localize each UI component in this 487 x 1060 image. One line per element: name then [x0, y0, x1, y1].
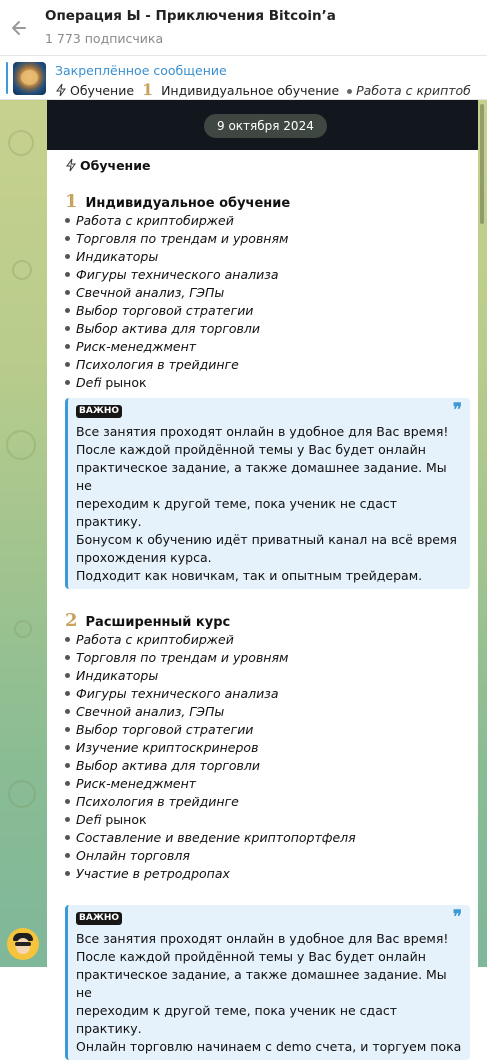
bullet-dot — [65, 727, 70, 732]
important-badge: ВАЖНО — [76, 405, 122, 418]
bullet-dot — [65, 344, 70, 349]
list-item — [65, 356, 469, 374]
list-item — [65, 284, 469, 302]
pinned-indicator — [6, 62, 8, 94]
quote-mark-icon: ❞ — [452, 400, 462, 420]
list-item-text: Онлайн торговля — [76, 848, 190, 863]
channel-title[interactable]: Операция Ы - Приключения Bitcoin’a — [45, 8, 336, 24]
quote-line: практическое задание, а также домашнее задание. Мы не — [76, 460, 447, 493]
bullet-dot — [65, 655, 70, 660]
section-heading-2 — [65, 611, 469, 631]
list-item-text: Выбор актива для торговли — [76, 321, 261, 336]
chat-header — [0, 0, 487, 56]
bullet-dot — [65, 871, 70, 876]
defi-text: Defi — [76, 375, 102, 390]
list-item-text: Свечной анализ, ГЭПы — [76, 704, 225, 719]
bullet-dot — [65, 254, 70, 259]
quote-mark-icon: ❞ — [452, 907, 462, 927]
sender-avatar[interactable] — [7, 928, 39, 960]
chat-scrollbar[interactable] — [480, 104, 484, 224]
section-heading-1 — [65, 192, 469, 212]
bullet-dot — [65, 781, 70, 786]
list-item-text: Торговля по трендам и уровням — [76, 650, 289, 665]
background-doodle — [12, 260, 32, 280]
list-item-text: Свечной анализ, ГЭПы — [76, 285, 225, 300]
list-item-text: Участие в ретродропах — [76, 866, 230, 881]
defi-text: Defi — [76, 812, 102, 827]
list-item — [65, 811, 469, 829]
defi-rest: рынок — [101, 812, 147, 827]
list-item-text: Изучение криптоскринеров — [76, 740, 259, 755]
bullet-dot — [65, 637, 70, 642]
important-badge: ВАЖНО — [76, 912, 122, 925]
back-arrow-icon[interactable] — [6, 14, 34, 42]
bullet-dot — [65, 709, 70, 714]
list-item — [65, 847, 469, 865]
list-item-text: Выбор актива для торговли — [76, 758, 261, 773]
list-item-text: Психология в трейдинге — [76, 357, 239, 372]
bullet-dot — [65, 308, 70, 313]
list-item — [65, 685, 469, 703]
quote-line: переходим к другой теме, пока ученик не сдаст практику. — [76, 496, 398, 529]
bullet-dot — [65, 236, 70, 241]
list-item-text: Выбор торговой стратегии — [76, 722, 254, 737]
background-doodle — [8, 130, 34, 156]
bullet-dot — [65, 799, 70, 804]
background-doodle — [6, 430, 36, 460]
list-item-text: Работа с криптобиржей — [76, 213, 234, 228]
bullet-dot — [347, 89, 352, 94]
lightning-icon — [55, 83, 67, 97]
quote-line: Онлайн торговлю начинаем с demo счета, и торгуем пока — [76, 1039, 462, 1054]
list-item — [65, 266, 469, 284]
list-item-text: Индикаторы — [76, 668, 159, 683]
quote-2-text — [76, 930, 462, 1056]
section-2-list-continued — [65, 829, 469, 883]
list-item-text: Риск-менеджмент — [76, 339, 197, 354]
bullet-dot — [65, 272, 70, 277]
list-item — [65, 667, 469, 685]
pinned-preview-item: Работа с криптоб — [356, 83, 471, 98]
pinned-message-bar[interactable] — [0, 56, 487, 100]
number-one-icon: 1 — [141, 80, 154, 99]
bullet-dot — [65, 745, 70, 750]
quote-line: прохождения курса. — [76, 550, 212, 565]
list-item — [65, 829, 469, 847]
list-item — [65, 338, 469, 356]
bullet-dot — [65, 691, 70, 696]
list-item — [65, 865, 469, 883]
list-item — [65, 631, 469, 649]
list-item — [65, 374, 469, 392]
quote-line: практическое задание, а также домашнее задание. Мы не — [76, 967, 447, 1000]
bullet-dot — [65, 326, 70, 331]
pinned-preview-section: Индивидуальное обучение — [161, 83, 340, 98]
list-item-text: Индикаторы — [76, 249, 159, 264]
quote-1-text — [76, 423, 462, 585]
list-item — [65, 739, 469, 757]
list-item — [65, 320, 469, 338]
list-item-text: Психология в трейдинге — [76, 794, 239, 809]
list-item-text: Выбор торговой стратегии — [76, 303, 254, 318]
background-doodle — [8, 780, 36, 808]
list-item — [65, 703, 469, 721]
list-item — [65, 302, 469, 320]
number-one-icon: 1 — [65, 191, 78, 212]
chat-background — [0, 100, 487, 1054]
section-1-list — [65, 212, 469, 374]
bullet-dot — [65, 835, 70, 840]
section-title-2: Расширенный курс — [85, 615, 231, 630]
section-title-1: Индивидуальное обучение — [85, 196, 291, 211]
quote-line: Подходит как новичкам, так и опытным трейдерам. — [76, 568, 423, 583]
message-text — [65, 156, 469, 1060]
list-item-text: Фигуры технического анализа — [76, 267, 279, 282]
list-item — [65, 793, 469, 811]
section-2-list — [65, 631, 469, 811]
bullet-dot — [65, 853, 70, 858]
quote-line: После каждой пройдённой темы у Вас будет онлайн — [76, 442, 426, 457]
message-title: Обучение — [80, 158, 151, 173]
list-item — [65, 212, 469, 230]
pinned-preview-title: Обучение — [70, 83, 135, 98]
list-item — [65, 248, 469, 266]
quote-line: После каждой пройдённой темы у Вас будет онлайн — [76, 949, 426, 964]
important-quote-1 — [65, 398, 470, 589]
pinned-label: Закреплённое сообщение — [55, 63, 227, 78]
bullet-dot — [65, 763, 70, 768]
list-item-text: Работа с криптобиржей — [76, 632, 234, 647]
background-doodle — [14, 620, 32, 638]
list-item-text: Риск-менеджмент — [76, 776, 197, 791]
quote-line: переходим к другой теме, пока ученик не сдаст практику. — [76, 1003, 398, 1036]
bullet-dot — [65, 673, 70, 678]
quote-line: Все занятия проходят онлайн в удобное для Вас время! — [76, 931, 449, 946]
list-item — [65, 721, 469, 739]
bullet-dot — [65, 362, 70, 367]
lightning-icon — [65, 158, 77, 172]
pinned-preview — [55, 80, 471, 99]
pinned-thumbnail — [13, 62, 46, 95]
list-item — [65, 775, 469, 793]
bullet-dot — [65, 218, 70, 223]
quote-line: Все занятия проходят онлайн в удобное для Вас время! — [76, 424, 449, 439]
list-item — [65, 649, 469, 667]
list-item — [65, 757, 469, 775]
bullet-dot — [65, 290, 70, 295]
important-quote-2 — [65, 905, 470, 1060]
list-item-text: Составление и введение криптопортфеля — [76, 830, 356, 845]
list-item — [65, 230, 469, 248]
number-two-icon: 2 — [65, 610, 78, 631]
date-separator: 9 октября 2024 — [204, 114, 327, 138]
list-item-text: Торговля по трендам и уровням — [76, 231, 289, 246]
subscriber-count: 1 773 подписчика — [45, 31, 164, 46]
message-title-line — [65, 156, 469, 176]
quote-line: Бонусом к обучению идёт приватный канал на всё время — [76, 532, 457, 547]
message-bubble — [47, 100, 478, 1054]
list-item-text: Фигуры технического анализа — [76, 686, 279, 701]
defi-rest: рынок — [101, 375, 147, 390]
